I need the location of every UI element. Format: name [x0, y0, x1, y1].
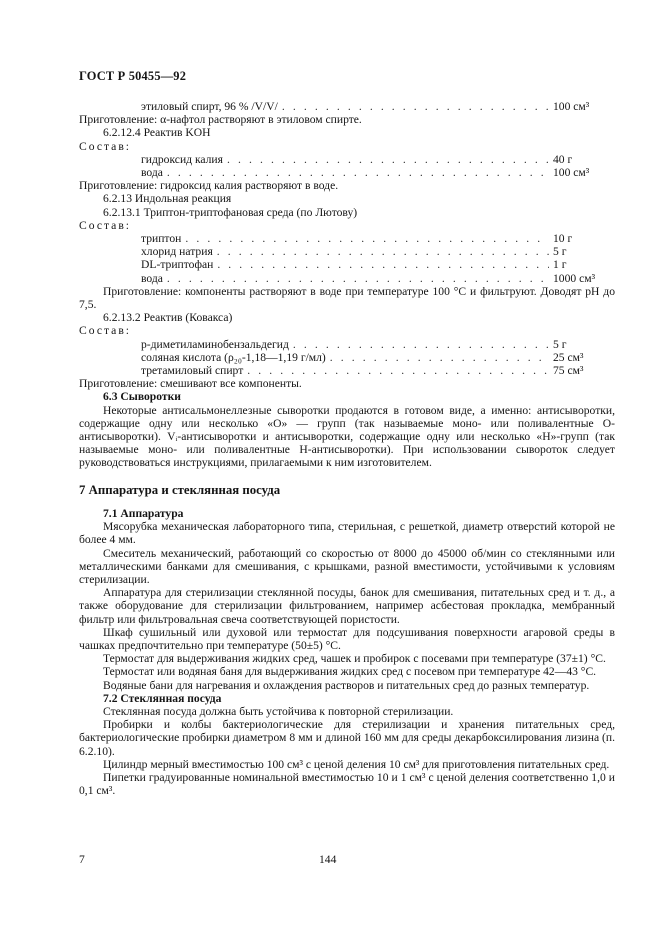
- text-line: Приготовление: α-нафтол растворяют в этиловом спирте.: [79, 113, 362, 127]
- paragraph: Пипетки градуированные номинальной вместимостью 10 и 1 см³ с ценой деления соответственно 1,0 и 0,1 см³.: [79, 770, 615, 798]
- text-line: Состав:: [79, 324, 132, 338]
- text-line: 6.2.13 Индольная реакция: [103, 192, 232, 206]
- paragraph: Цилиндр мерный вместимостью 100 см³ с ценой деления 10 см³ для приготовления питательных сред.: [103, 757, 610, 771]
- subsection-heading: 6.3 Сыворотки: [103, 390, 181, 404]
- dot-leader: [282, 100, 549, 113]
- component-row: [79, 245, 615, 258]
- subsection-heading: 7.1 Аппаратура: [103, 506, 184, 520]
- component-row: [79, 100, 615, 113]
- component-name: DL-триптофан: [141, 258, 214, 272]
- component-quantity: 25 см³: [553, 350, 584, 364]
- text-line: Состав:: [79, 139, 132, 153]
- footer-left-number: 7: [79, 853, 85, 866]
- text-line: Приготовление: смешивают все компоненты.: [79, 377, 302, 391]
- component-quantity: 1000 см³: [553, 271, 596, 285]
- text-line: 6.2.13.2 Реактив (Ковакса): [103, 311, 233, 325]
- paragraph: Аппаратура для стерилизации стеклянной посуды, банок для смешивания, питательных сред и т. д., а также оборудование для стерилизации фильтрованием, например асбестовая прокладка, мембранный фильтр или фильтровальная свеча соответствующей пористости.: [79, 586, 615, 626]
- dot-leader: [217, 245, 549, 258]
- paragraph: Стеклянная посуда должна быть устойчива к повторной стерилизации.: [103, 704, 454, 718]
- paragraph: Термостат для выдерживания жидких сред, чашек и пробирок с посевами при температуре (37±1) °С.: [103, 652, 606, 666]
- component-quantity: 40 г: [553, 152, 573, 166]
- paragraph: Некоторые антисальмонеллезные сыворотки продаются в готовом виде, а именно: антисыворотки, содержащие одну или несколько «O» — групп (так называемые моно- или поливалентные O-антисыворотки). Vᵢ-антисыворотки и антисыворотки, содержащие одну или несколько «Н»-групп (так называемые моно- или поливалентные Н-антисыворотки). При использовании сывороток следует руководствоваться инструкциями, прилагаемыми к ним изготовителем.: [79, 403, 615, 470]
- subsection-heading: 7.2 Стеклянная посуда: [103, 691, 222, 705]
- component-name: гидроксид калия: [141, 152, 223, 166]
- component-quantity: 5 г: [553, 245, 567, 259]
- component-quantity: 75 см³: [553, 364, 584, 378]
- component-row: [79, 272, 615, 285]
- component-row: [79, 166, 615, 179]
- component-name: этиловый спирт, 96 % /V/V/: [141, 100, 278, 113]
- dot-leader: [217, 258, 549, 271]
- paragraph: Смеситель механический, работающий со скоростью от 8000 до 45000 об/мин со стеклянными или металлическими банками для смешивания, с крышками, разной вместимости, устойчивыми к условиям стерилизации.: [79, 546, 615, 586]
- component-name: р-диметиламинобензальдегид: [141, 337, 289, 351]
- component-quantity: 100 см³: [553, 166, 590, 180]
- component-name: вода: [141, 271, 163, 285]
- component-name: соляная кислота (ρ₂₀-1,18—1,19 г/мл): [141, 350, 326, 364]
- component-quantity: 1 г: [553, 258, 567, 272]
- dot-leader: [293, 338, 549, 351]
- section-heading: 7 Аппаратура и стеклянная посуда: [79, 482, 281, 497]
- component-row: [79, 338, 615, 351]
- dot-leader: [185, 232, 549, 245]
- paragraph: Пробирки и колбы бактериологические для стерилизации и хранения питательных сред, бактериологические пробирки диаметром 8 мм и длиной 160 мм для среды декарбоксилирования лизина (п. 6.2.10).: [79, 718, 615, 758]
- component-name: третамиловый спирт: [141, 364, 244, 378]
- component-quantity: 100 см³: [553, 100, 590, 113]
- dot-leader: [167, 166, 549, 179]
- paragraph: Мясорубка механическая лабораторного типа, стерильная, с решеткой, диаметр отверстий которой не более 4 мм.: [79, 520, 615, 547]
- page-number: 144: [319, 853, 337, 866]
- text-line: 6.2.12.4 Реактив KOH: [103, 126, 211, 140]
- paragraph: Водяные бани для нагревания и охлаждения растворов и питательных сред до разных температур.: [103, 678, 590, 692]
- paragraph: Термостат или водяная баня для выдерживания жидких сред с посевом при температуре 42—43 °С.: [103, 665, 597, 679]
- component-row: [79, 364, 615, 377]
- component-name: хлорид натрия: [141, 245, 213, 259]
- paragraph: Приготовление: компоненты растворяют в воде при температуре 100 °С и фильтруют. Доводят pH до 7,5.: [79, 284, 615, 312]
- component-name: вода: [141, 166, 163, 180]
- paragraph: Шкаф сушильный или духовой или термостат для подсушивания поверхности агаровой среды в чашках предпочтительно при температуре (50±5) °С.: [79, 625, 615, 652]
- dot-leader: [247, 364, 549, 377]
- component-row: [79, 258, 615, 271]
- component-row: [79, 153, 615, 166]
- dot-leader: [227, 153, 549, 166]
- component-quantity: 10 г: [553, 232, 573, 246]
- document-body: [79, 100, 615, 797]
- text-line: 6.2.13.1 Триптон-триптофановая среда (по Лютову): [103, 205, 358, 219]
- dot-leader: [330, 351, 549, 364]
- document-header: ГОСТ Р 50455—92: [79, 69, 187, 83]
- dot-leader: [167, 272, 549, 285]
- component-name: триптон: [141, 232, 182, 246]
- text-line: Состав:: [79, 218, 132, 232]
- text-line: Приготовление: гидроксид калия растворяют в воде.: [79, 179, 339, 193]
- component-row: [79, 351, 615, 364]
- component-row: [79, 232, 615, 245]
- component-quantity: 5 г: [553, 337, 567, 351]
